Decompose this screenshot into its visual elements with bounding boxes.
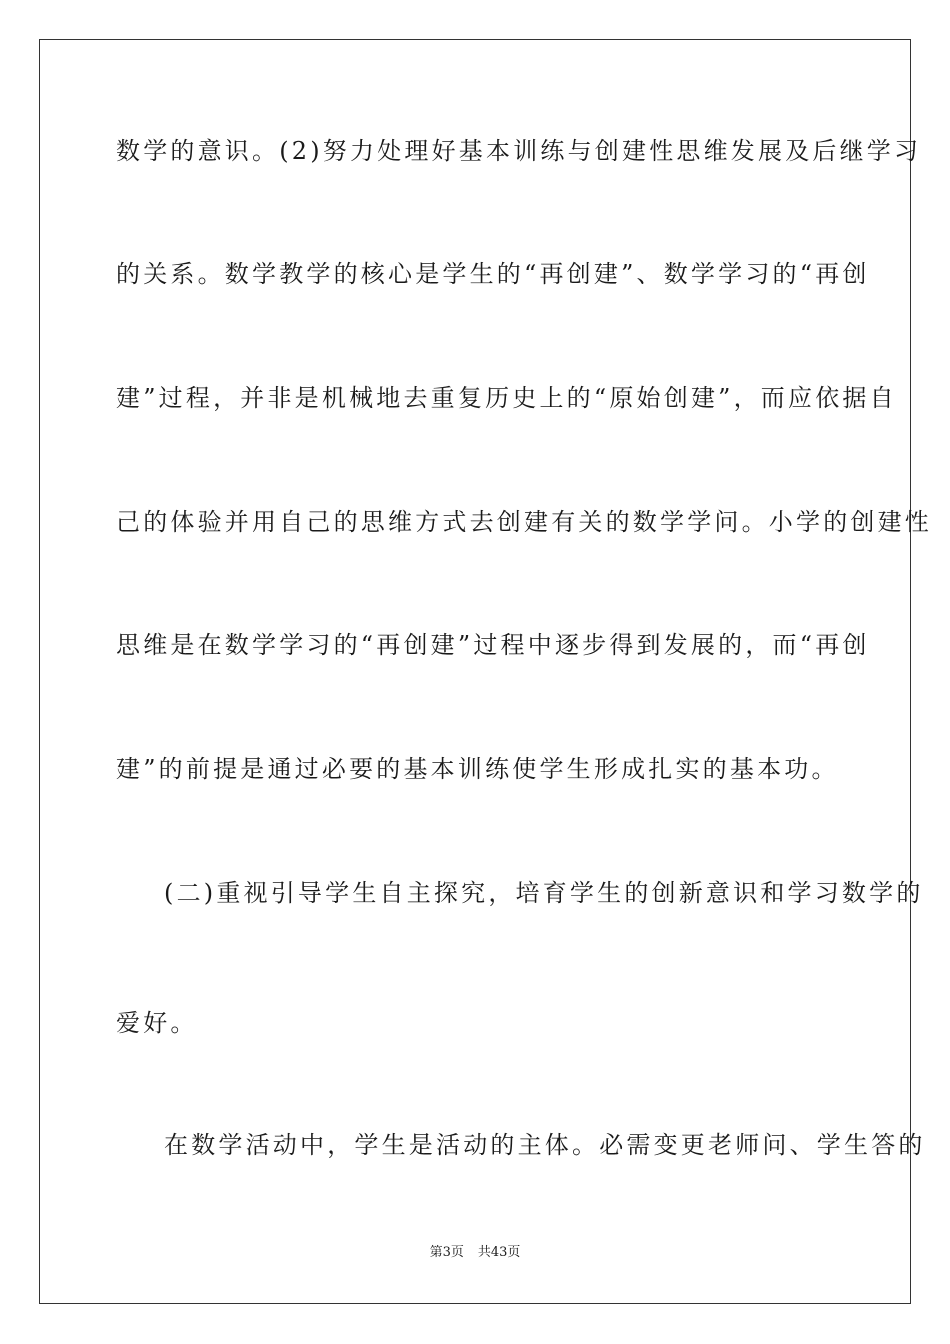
text-line: 建”过程，并非是机械地去重复历史上的“原始创建”，而应依据自 bbox=[116, 384, 897, 412]
page-number: 第3页 bbox=[429, 1245, 464, 1260]
text-line: 思维是在数学学习的“再创建”过程中逐步得到发展的，而“再创 bbox=[116, 631, 870, 659]
paragraph-start: 在数学活动中，学生是活动的主体。必需变更老师问、学生答的 bbox=[164, 1131, 926, 1159]
paragraph-heading: (二)重视引导学生自主探究，培育学生的创新意识和学习数学的 bbox=[164, 879, 924, 907]
text-line: 建”的前提是通过必要的基本训练使学生形成扎实的基本功。 bbox=[116, 755, 839, 783]
text-line: 己的体验并用自己的思维方式去创建有关的数学学问。小学的创建性 bbox=[116, 508, 932, 536]
total-pages: 共43页 bbox=[477, 1245, 521, 1260]
page-footer bbox=[0, 1245, 950, 1261]
text-line: 的关系。数学教学的核心是学生的“再创建”、数学学习的“再创 bbox=[116, 260, 870, 288]
text-line: 爱好。 bbox=[116, 1009, 198, 1037]
text-line: 数学的意识。(2)努力处理好基本训练与创建性思维发展及后继学习 bbox=[116, 137, 922, 165]
page-border bbox=[39, 39, 932, 1304]
